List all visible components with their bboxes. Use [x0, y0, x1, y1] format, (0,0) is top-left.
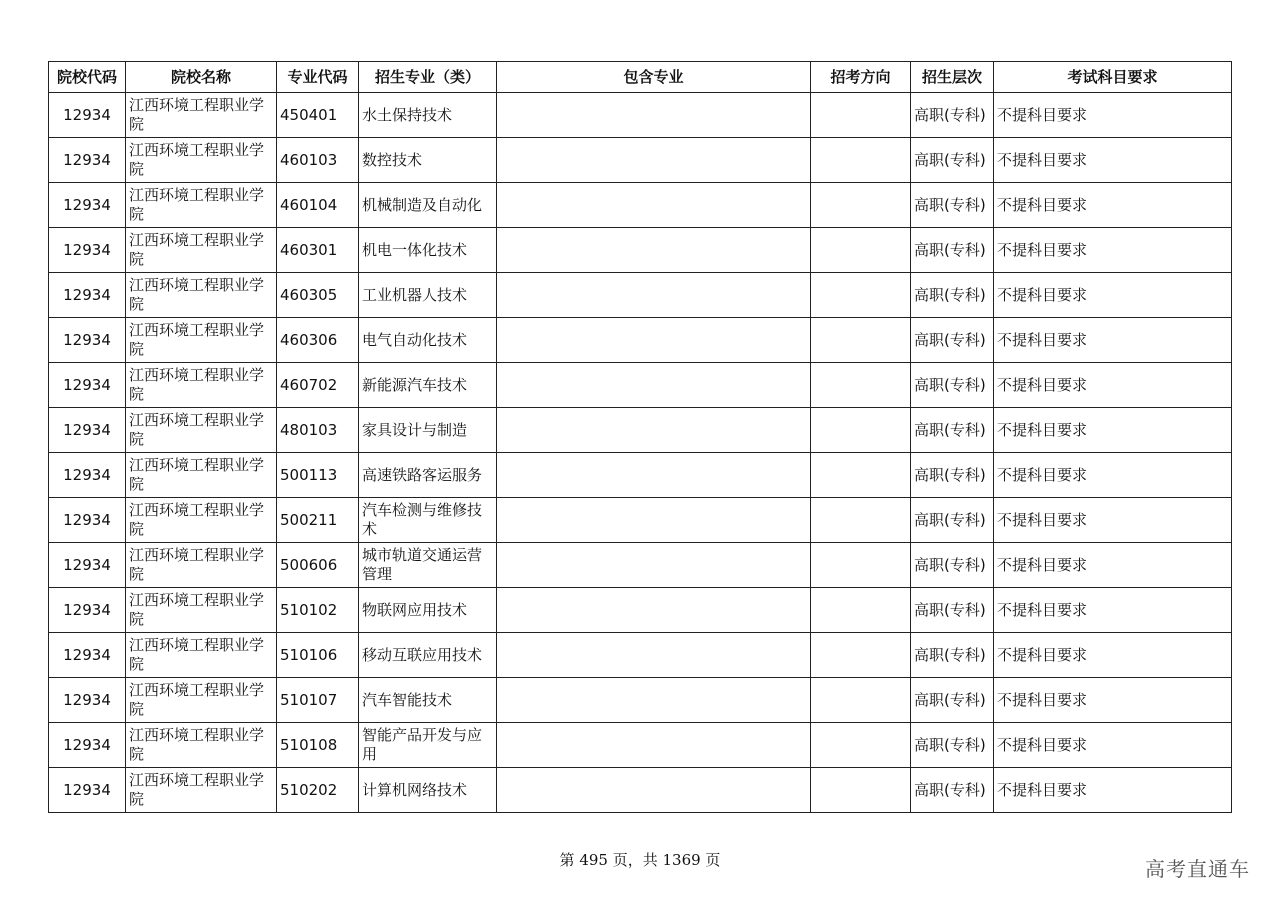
requirement-cell: 不提科目要求 — [994, 138, 1232, 183]
major-cell: 家具设计与制造 — [359, 408, 497, 453]
major-cell: 移动互联应用技术 — [359, 633, 497, 678]
direction-cell — [811, 768, 911, 813]
level-cell: 高职(专科) — [911, 363, 994, 408]
table-row — [49, 183, 1232, 228]
major-cell: 工业机器人技术 — [359, 273, 497, 318]
header-school-code: 院校代码 — [49, 62, 126, 93]
major-cell: 物联网应用技术 — [359, 588, 497, 633]
major-code-cell: 460301 — [277, 228, 359, 273]
direction-cell — [811, 723, 911, 768]
included-majors-cell — [497, 588, 811, 633]
school-name-cell: 江西环境工程职业学院 — [126, 768, 277, 813]
major-code-cell: 460103 — [277, 138, 359, 183]
major-code-cell: 510108 — [277, 723, 359, 768]
level-cell: 高职(专科) — [911, 318, 994, 363]
major-code-cell: 460702 — [277, 363, 359, 408]
major-cell: 高速铁路客运服务 — [359, 453, 497, 498]
major-cell: 计算机网络技术 — [359, 768, 497, 813]
requirement-cell: 不提科目要求 — [994, 498, 1232, 543]
school-code-cell: 12934 — [49, 138, 126, 183]
school-code-cell: 12934 — [49, 453, 126, 498]
table-row — [49, 318, 1232, 363]
requirement-cell: 不提科目要求 — [994, 93, 1232, 138]
school-code-cell: 12934 — [49, 273, 126, 318]
major-cell: 机电一体化技术 — [359, 228, 497, 273]
major-code-cell: 460104 — [277, 183, 359, 228]
school-name-cell: 江西环境工程职业学院 — [126, 633, 277, 678]
table-row — [49, 498, 1232, 543]
school-name-cell: 江西环境工程职业学院 — [126, 408, 277, 453]
requirement-cell: 不提科目要求 — [994, 678, 1232, 723]
level-cell: 高职(专科) — [911, 678, 994, 723]
requirement-cell: 不提科目要求 — [994, 768, 1232, 813]
school-code-cell: 12934 — [49, 498, 126, 543]
school-code-cell: 12934 — [49, 633, 126, 678]
direction-cell — [811, 453, 911, 498]
major-cell: 城市轨道交通运营管理 — [359, 543, 497, 588]
level-cell: 高职(专科) — [911, 138, 994, 183]
level-cell: 高职(专科) — [911, 588, 994, 633]
direction-cell — [811, 138, 911, 183]
direction-cell — [811, 363, 911, 408]
direction-cell — [811, 588, 911, 633]
major-code-cell: 500113 — [277, 453, 359, 498]
included-majors-cell — [497, 678, 811, 723]
school-name-cell: 江西环境工程职业学院 — [126, 228, 277, 273]
school-code-cell: 12934 — [49, 408, 126, 453]
included-majors-cell — [497, 138, 811, 183]
table-row — [49, 453, 1232, 498]
table-row — [49, 678, 1232, 723]
major-code-cell: 510106 — [277, 633, 359, 678]
school-name-cell: 江西环境工程职业学院 — [126, 588, 277, 633]
level-cell: 高职(专科) — [911, 93, 994, 138]
school-name-cell: 江西环境工程职业学院 — [126, 273, 277, 318]
included-majors-cell — [497, 768, 811, 813]
school-code-cell: 12934 — [49, 723, 126, 768]
requirement-cell: 不提科目要求 — [994, 363, 1232, 408]
major-cell: 水土保持技术 — [359, 93, 497, 138]
major-code-cell: 510107 — [277, 678, 359, 723]
major-code-cell: 460306 — [277, 318, 359, 363]
major-cell: 智能产品开发与应用 — [359, 723, 497, 768]
table-row — [49, 93, 1232, 138]
included-majors-cell — [497, 318, 811, 363]
requirement-cell: 不提科目要求 — [994, 633, 1232, 678]
included-majors-cell — [497, 543, 811, 588]
direction-cell — [811, 318, 911, 363]
school-code-cell: 12934 — [49, 768, 126, 813]
header-row — [49, 62, 1232, 93]
school-code-cell: 12934 — [49, 588, 126, 633]
requirement-cell: 不提科目要求 — [994, 453, 1232, 498]
level-cell: 高职(专科) — [911, 633, 994, 678]
requirement-cell: 不提科目要求 — [994, 228, 1232, 273]
major-code-cell: 450401 — [277, 93, 359, 138]
school-code-cell: 12934 — [49, 543, 126, 588]
header-included: 包含专业 — [497, 62, 811, 93]
school-code-cell: 12934 — [49, 228, 126, 273]
major-cell: 电气自动化技术 — [359, 318, 497, 363]
major-cell: 新能源汽车技术 — [359, 363, 497, 408]
school-name-cell: 江西环境工程职业学院 — [126, 498, 277, 543]
major-cell: 汽车智能技术 — [359, 678, 497, 723]
table-row — [49, 408, 1232, 453]
school-code-cell: 12934 — [49, 363, 126, 408]
table-row — [49, 273, 1232, 318]
direction-cell — [811, 228, 911, 273]
watermark: 高考直通车 — [1145, 857, 1250, 881]
direction-cell — [811, 543, 911, 588]
included-majors-cell — [497, 363, 811, 408]
school-name-cell: 江西环境工程职业学院 — [126, 138, 277, 183]
included-majors-cell — [497, 273, 811, 318]
level-cell: 高职(专科) — [911, 768, 994, 813]
major-code-cell: 480103 — [277, 408, 359, 453]
school-name-cell: 江西环境工程职业学院 — [126, 363, 277, 408]
header-level: 招生层次 — [911, 62, 994, 93]
table-row — [49, 723, 1232, 768]
level-cell: 高职(专科) — [911, 408, 994, 453]
major-table — [48, 61, 1232, 813]
school-name-cell: 江西环境工程职业学院 — [126, 453, 277, 498]
school-name-cell: 江西环境工程职业学院 — [126, 543, 277, 588]
major-code-cell: 460305 — [277, 273, 359, 318]
major-cell: 汽车检测与维修技术 — [359, 498, 497, 543]
requirement-cell: 不提科目要求 — [994, 408, 1232, 453]
header-school-name: 院校名称 — [126, 62, 277, 93]
table-row — [49, 768, 1232, 813]
table-row — [49, 633, 1232, 678]
included-majors-cell — [497, 723, 811, 768]
table-row — [49, 543, 1232, 588]
table-row — [49, 588, 1232, 633]
header-requirement: 考试科目要求 — [994, 62, 1232, 93]
requirement-cell: 不提科目要求 — [994, 543, 1232, 588]
direction-cell — [811, 633, 911, 678]
level-cell: 高职(专科) — [911, 498, 994, 543]
included-majors-cell — [497, 228, 811, 273]
major-code-cell: 500606 — [277, 543, 359, 588]
major-code-cell: 510202 — [277, 768, 359, 813]
major-cell: 数控技术 — [359, 138, 497, 183]
included-majors-cell — [497, 183, 811, 228]
table-row — [49, 363, 1232, 408]
table-body — [49, 93, 1232, 813]
level-cell: 高职(专科) — [911, 543, 994, 588]
school-name-cell: 江西环境工程职业学院 — [126, 318, 277, 363]
school-name-cell: 江西环境工程职业学院 — [126, 723, 277, 768]
header-major-code: 专业代码 — [277, 62, 359, 93]
school-code-cell: 12934 — [49, 318, 126, 363]
direction-cell — [811, 273, 911, 318]
direction-cell — [811, 498, 911, 543]
school-name-cell: 江西环境工程职业学院 — [126, 678, 277, 723]
level-cell: 高职(专科) — [911, 273, 994, 318]
school-code-cell: 12934 — [49, 183, 126, 228]
included-majors-cell — [497, 498, 811, 543]
table-row — [49, 138, 1232, 183]
requirement-cell: 不提科目要求 — [994, 723, 1232, 768]
major-code-cell: 510102 — [277, 588, 359, 633]
level-cell: 高职(专科) — [911, 723, 994, 768]
school-name-cell: 江西环境工程职业学院 — [126, 183, 277, 228]
header-direction: 招考方向 — [811, 62, 911, 93]
level-cell: 高职(专科) — [911, 183, 994, 228]
major-cell: 机械制造及自动化 — [359, 183, 497, 228]
table-row — [49, 228, 1232, 273]
included-majors-cell — [497, 633, 811, 678]
requirement-cell: 不提科目要求 — [994, 273, 1232, 318]
requirement-cell: 不提科目要求 — [994, 318, 1232, 363]
level-cell: 高职(专科) — [911, 228, 994, 273]
direction-cell — [811, 408, 911, 453]
included-majors-cell — [497, 453, 811, 498]
requirement-cell: 不提科目要求 — [994, 588, 1232, 633]
direction-cell — [811, 93, 911, 138]
page-footer: 第 495 页，共 1369 页 — [559, 851, 721, 869]
school-code-cell: 12934 — [49, 93, 126, 138]
header-major: 招生专业（类） — [359, 62, 497, 93]
school-name-cell: 江西环境工程职业学院 — [126, 93, 277, 138]
level-cell: 高职(专科) — [911, 453, 994, 498]
requirement-cell: 不提科目要求 — [994, 183, 1232, 228]
school-code-cell: 12934 — [49, 678, 126, 723]
major-code-cell: 500211 — [277, 498, 359, 543]
included-majors-cell — [497, 408, 811, 453]
included-majors-cell — [497, 93, 811, 138]
direction-cell — [811, 183, 911, 228]
direction-cell — [811, 678, 911, 723]
